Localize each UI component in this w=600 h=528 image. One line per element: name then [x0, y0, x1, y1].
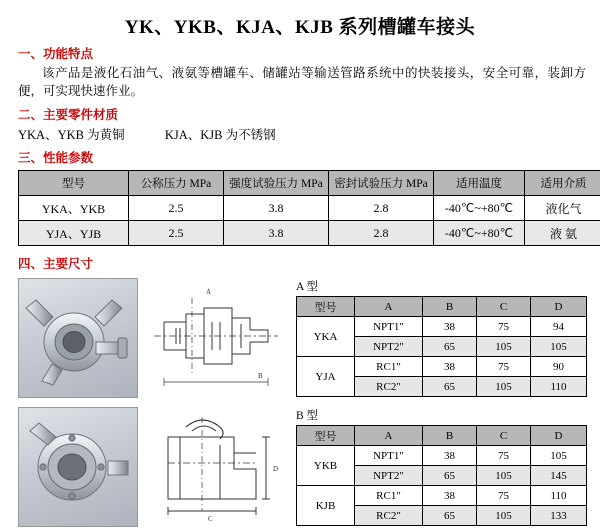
- section-heading-materials: 二、主要零件材质: [18, 105, 600, 123]
- document-page: [0, 12, 600, 528]
- cell-d: 133: [531, 506, 587, 526]
- coupling-photo-b-graphic: [22, 415, 134, 519]
- col-header-strength-pressure: 强度试验压力 MPa: [224, 171, 329, 196]
- cell-a: NPT1": [355, 317, 423, 337]
- col-header-model: 型号: [297, 297, 355, 317]
- cell-c: 75: [477, 486, 531, 506]
- cell-model: YJA: [297, 357, 355, 397]
- dimension-table-a: [296, 296, 587, 397]
- cell-c: 75: [477, 317, 531, 337]
- product-photo-a: [18, 278, 138, 398]
- dimension-block-b: [18, 407, 600, 527]
- col-header-a: A: [355, 426, 423, 446]
- col-header-temperature: 适用温度: [434, 171, 525, 196]
- cell-b: 65: [423, 337, 477, 357]
- cell-b: 38: [423, 446, 477, 466]
- col-header-seal-pressure: 密封试验压力 MPa: [329, 171, 434, 196]
- materials-steel: KJA、KJB 为不锈钢: [165, 128, 276, 142]
- cell-seal-pressure: 2.8: [329, 221, 434, 246]
- cell-d: 110: [531, 377, 587, 397]
- section-heading-features: 一、功能特点: [18, 44, 600, 62]
- cell-d: 105: [531, 446, 587, 466]
- coupling-photo-a-graphic: [22, 286, 134, 390]
- cell-b: 65: [423, 466, 477, 486]
- cell-b: 65: [423, 377, 477, 397]
- svg-text:B: B: [258, 372, 263, 380]
- technical-drawing-b: [146, 407, 286, 525]
- table-row: [297, 357, 587, 377]
- cell-strength-pressure: 3.8: [224, 196, 329, 221]
- cell-d: 145: [531, 466, 587, 486]
- page-title: YK、YKB、KJA、KJB 系列槽罐车接头: [0, 12, 600, 39]
- cell-c: 75: [477, 446, 531, 466]
- cell-c: 75: [477, 357, 531, 377]
- cell-a: RC1": [355, 486, 423, 506]
- table-row: [297, 317, 587, 337]
- cell-c: 105: [477, 377, 531, 397]
- cell-seal-pressure: 2.8: [329, 196, 434, 221]
- col-header-c: C: [477, 426, 531, 446]
- dimension-tables-a: [296, 278, 600, 397]
- table-header-row: [297, 297, 587, 317]
- cell-a: NPT2": [355, 337, 423, 357]
- col-header-medium: 适用介质: [525, 171, 600, 196]
- cell-b: 38: [423, 486, 477, 506]
- cell-d: 110: [531, 486, 587, 506]
- cell-a: RC1": [355, 357, 423, 377]
- cell-a: RC2": [355, 377, 423, 397]
- dimension-block-a: [18, 278, 600, 398]
- cell-b: 65: [423, 506, 477, 526]
- cell-strength-pressure: 3.8: [224, 221, 329, 246]
- col-header-nominal-pressure: 公称压力 MPa: [129, 171, 224, 196]
- drawing-a-graphic: [146, 278, 286, 396]
- dimension-tables-b: [296, 407, 600, 526]
- technical-drawing-a: [146, 278, 286, 396]
- col-header-d: D: [531, 297, 587, 317]
- col-header-model: 型号: [297, 426, 355, 446]
- col-header-a: A: [355, 297, 423, 317]
- cell-b: 38: [423, 317, 477, 337]
- section-heading-dimensions: 四、主要尺寸: [18, 254, 600, 272]
- cell-a: NPT1": [355, 446, 423, 466]
- col-header-c: C: [477, 297, 531, 317]
- table-row: [297, 446, 587, 466]
- cell-d: 90: [531, 357, 587, 377]
- table-header-row: [19, 171, 600, 196]
- dimensions-area: [0, 278, 600, 527]
- cell-temperature: -40℃~+80℃: [434, 196, 525, 221]
- col-header-b: B: [423, 297, 477, 317]
- cell-c: 105: [477, 337, 531, 357]
- cell-model: YKA、YKB: [19, 196, 129, 221]
- cell-c: 105: [477, 506, 531, 526]
- cell-a: NPT2": [355, 466, 423, 486]
- dimension-table-b: [296, 425, 587, 526]
- type-label-a: A 型: [296, 278, 600, 294]
- performance-table: [18, 170, 600, 246]
- table-header-row: [297, 426, 587, 446]
- cell-nominal-pressure: 2.5: [129, 221, 224, 246]
- col-header-model: 型号: [19, 171, 129, 196]
- svg-text:C: C: [208, 515, 213, 523]
- cell-d: 94: [531, 317, 587, 337]
- cell-d: 105: [531, 337, 587, 357]
- section-body-features: 该产品是液化石油气、液氨等槽罐车、储罐站等输送管路系统中的快装接头，安全可靠，装卸方便，可实现快速作业。: [18, 64, 586, 100]
- table-row: [19, 196, 600, 221]
- col-header-b: B: [423, 426, 477, 446]
- product-photo-b: [18, 407, 138, 527]
- col-header-d: D: [531, 426, 587, 446]
- materials-line: [18, 125, 600, 143]
- cell-medium: 液 氨: [525, 221, 600, 246]
- cell-model: KJB: [297, 486, 355, 526]
- cell-medium: 液化气: [525, 196, 600, 221]
- cell-model: YJA、YJB: [19, 221, 129, 246]
- svg-text:D: D: [273, 465, 278, 473]
- materials-brass: YKA、YKB 为黄铜: [18, 128, 125, 142]
- cell-a: RC2": [355, 506, 423, 526]
- cell-temperature: -40℃~+80℃: [434, 221, 525, 246]
- table-row: [297, 486, 587, 506]
- cell-b: 38: [423, 357, 477, 377]
- svg-text:A: A: [206, 288, 211, 296]
- type-label-b: B 型: [296, 407, 600, 423]
- cell-nominal-pressure: 2.5: [129, 196, 224, 221]
- cell-model: YKB: [297, 446, 355, 486]
- section-heading-performance: 三、性能参数: [18, 148, 600, 166]
- drawing-b-graphic: [146, 407, 286, 525]
- table-row: [19, 221, 600, 246]
- cell-c: 105: [477, 466, 531, 486]
- cell-model: YKA: [297, 317, 355, 357]
